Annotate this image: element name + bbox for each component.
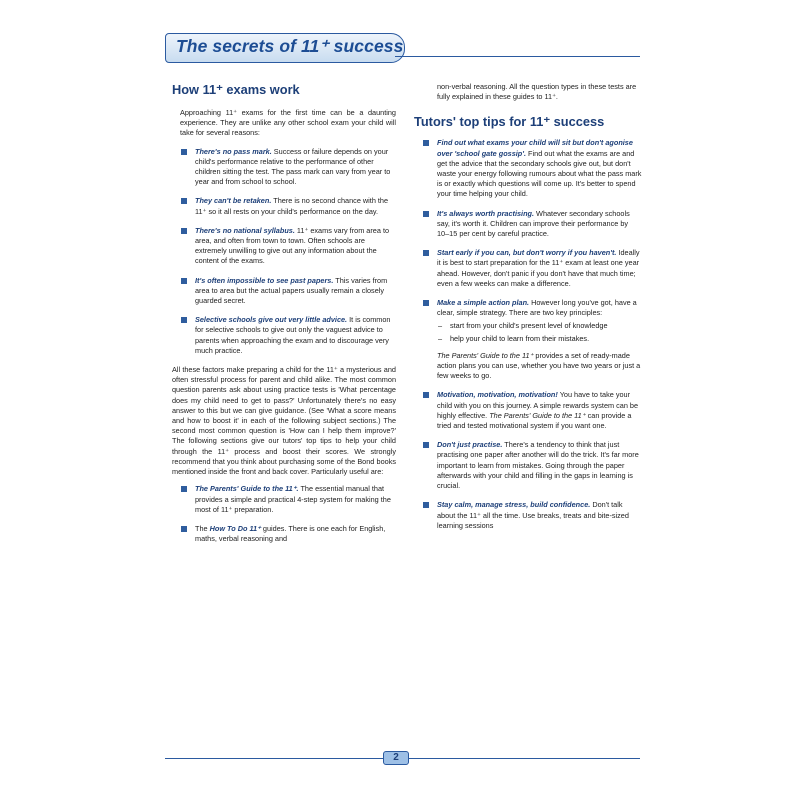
item-lead: How To Do 11⁺ xyxy=(209,523,261,533)
intro-paragraph: Approaching 11⁺ exams for the first time can be a daunting experience. They are unlike any other school exam your child will take for several reasons: xyxy=(180,108,396,138)
list-item xyxy=(414,209,642,240)
list-item xyxy=(172,226,396,267)
body-paragraph: All these factors make preparing a child for the 11⁺ a mysterious and often stressful process for parent and child alike. The most common question parents ask about using practice tests is 'What percentage does my child need to get to pass?' Unfortunately there's no easy answer to this but we can give guidance. (See 'What a score means and how to boost it' in each of the following subject sections.) The second most common question is 'How can I help them improve?' The following sections give our tutors' top tips to help your child through the 11⁺ process and boost their scores. We strongly recommend that you think about purchasing some of the Bond books mentioned inside the front and back cover. Particularly useful are: xyxy=(172,365,396,477)
dash-marker: – xyxy=(438,321,443,331)
item-lead: Don't just practise. xyxy=(437,440,503,450)
item-text-2: can provide a tried and tested motivational system if you want one. xyxy=(437,410,632,431)
item-lead: Make a simple action plan. xyxy=(437,298,530,308)
reasons-list xyxy=(172,147,396,356)
list-item xyxy=(172,276,396,307)
square-bullet-icon xyxy=(181,486,187,492)
square-bullet-icon xyxy=(181,198,187,204)
square-bullet-icon xyxy=(423,392,429,398)
item-text: Find out what the exams are and get the advice that the secondary schools give out, but don't waste your energy following rumours about what the pass mark is or exactly which questions will come up. It's better to spend your time helping your child. xyxy=(437,148,642,199)
principles-list xyxy=(437,321,642,343)
item-pre: The xyxy=(195,523,210,533)
note-text: provides a set of ready-made action plans you can use, whether you have two years or just a few weeks to go. xyxy=(437,350,641,381)
square-bullet-icon xyxy=(423,300,429,306)
list-item xyxy=(172,196,396,216)
list-item xyxy=(172,524,396,544)
list-item xyxy=(172,484,396,515)
item-text: The essential manual that provides a simple and practical 4-step system for making the most of 11⁺ preparation. xyxy=(195,484,391,514)
principle-item xyxy=(437,321,642,331)
list-item xyxy=(414,298,642,381)
page-title: The secrets of 11⁺ success xyxy=(176,36,404,56)
item-lead: The Parents' Guide to the 11⁺. xyxy=(195,484,299,494)
item-text: guides. There is one each for English, maths, verbal reasoning and xyxy=(195,523,386,544)
square-bullet-icon xyxy=(181,278,187,284)
list-item xyxy=(414,248,642,289)
books-list xyxy=(172,484,396,544)
item-lead: Stay calm, manage stress, build confidence. xyxy=(437,500,591,510)
item-lead: Start early if you can, but don't worry if you haven't. xyxy=(437,248,617,258)
list-item xyxy=(414,390,642,431)
square-bullet-icon xyxy=(181,149,187,155)
section-heading-how-exams-work: How 11⁺ exams work xyxy=(172,82,300,97)
section-heading-tutors-tips: Tutors' top tips for 11⁺ success xyxy=(414,114,605,130)
item-lead: Selective schools give out very little advice. xyxy=(195,315,348,325)
square-bullet-icon xyxy=(181,228,187,234)
list-item xyxy=(172,147,396,188)
item-text: There is no second chance with the 11⁺ so it all rests on your child's performance on the day. xyxy=(195,196,389,216)
note-lead: The Parents' Guide to the 11⁺ xyxy=(437,350,534,360)
title-banner xyxy=(165,33,405,63)
item-lead: There's no national syllabus. xyxy=(195,225,295,235)
principle-text: start from your child's present level of knowledge xyxy=(450,321,608,331)
page-number: 2 xyxy=(383,751,409,765)
square-bullet-icon xyxy=(423,442,429,448)
list-item xyxy=(414,500,642,531)
square-bullet-icon xyxy=(423,140,429,146)
item-lead: They can't be retaken. xyxy=(195,196,272,206)
item-text: However long you've got, have a clear, simple strategy. There are two key principles: xyxy=(437,298,637,318)
item-text: Success or failure depends on your child's performance relative to the performance of other children sitting the test. The pass mark can vary from year to year and from school to school. xyxy=(195,146,391,187)
item-text: Whatever secondary schools say, it's worth it. Children can improve their performance by 10–15 per cent by careful practice. xyxy=(437,208,630,239)
square-bullet-icon xyxy=(423,250,429,256)
item-text: It is common for selective schools to give out only the vaguest advice to parents when approaching the exam and to discourage very much practice. xyxy=(195,315,391,355)
square-bullet-icon xyxy=(181,317,187,323)
top-rule xyxy=(395,56,640,57)
square-bullet-icon xyxy=(423,502,429,508)
left-column xyxy=(172,82,396,553)
square-bullet-icon xyxy=(423,211,429,217)
item-lead-2: The Parents' Guide to the 11⁺ xyxy=(489,410,586,420)
item-lead: It's often impossible to see past papers. xyxy=(195,275,334,285)
item-text: There's a tendency to think that just practising one paper after another will do the trick. It's far more important to learn from mistakes. Going through the paper afterwards with your child and filling in the gaps in learning is crucial. xyxy=(437,440,639,491)
dash-marker: – xyxy=(438,333,443,343)
principle-text: help your child to learn from their mistakes. xyxy=(450,333,590,343)
continued-paragraph: non-verbal reasoning. All the question types in these tests are fully explained in these guides to 11⁺. xyxy=(437,82,637,102)
item-lead: Motivation, motivation, motivation! xyxy=(437,390,558,400)
item-text: Don't talk about the 11⁺ all the time. Use breaks, treats and bite-sized learning sessions xyxy=(437,500,629,530)
principle-item xyxy=(437,334,642,344)
item-text: This varies from area to area but the actual papers usually remain a closely guarded secret. xyxy=(195,275,388,306)
item-text: You have to take your child with you on this journey. A simple rewards system can be highly effective. xyxy=(437,390,639,420)
item-lead: There's no pass mark. xyxy=(195,146,272,156)
tips-list xyxy=(414,138,642,531)
item-text: 11⁺ exams vary from area to area, and often from town to town. Often schools are extremely unwilling to give out any information about the content of the exams. xyxy=(195,225,390,266)
item-text: Ideally it is best to start preparation for the 11⁺ exam at least one year ahead. However, don't panic if you don't have that much time; even a few weeks can make a difference. xyxy=(437,248,640,288)
item-lead: It's always worth practising. xyxy=(437,208,535,218)
list-item xyxy=(414,138,642,199)
right-column xyxy=(414,82,642,540)
list-item xyxy=(414,440,642,491)
item-lead: Find out what exams your child will sit but don't agonise over 'school gate gossip'. xyxy=(437,138,633,158)
list-item xyxy=(172,315,396,356)
action-plan-note xyxy=(437,351,642,382)
square-bullet-icon xyxy=(181,526,187,532)
